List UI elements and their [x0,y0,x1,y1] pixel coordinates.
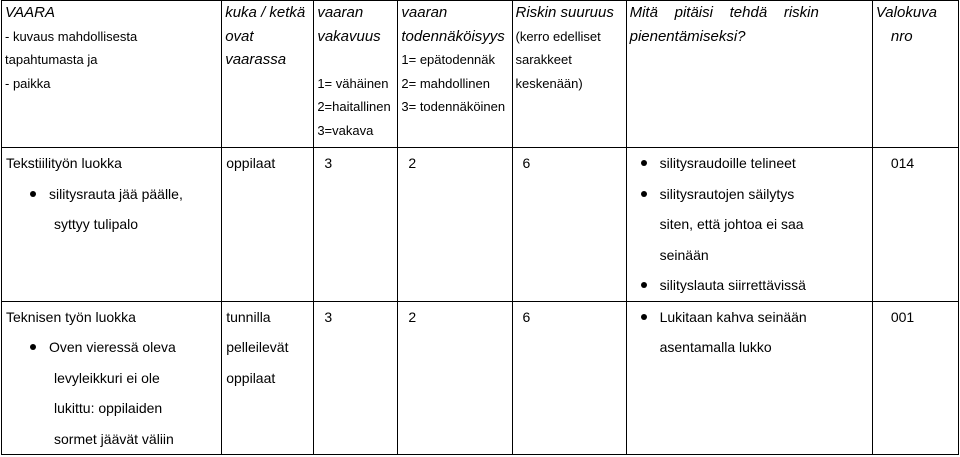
photo-number: 014 [890,155,915,171]
header-risk [512,1,626,148]
action-text: silitysraudoille telineet [659,155,796,171]
header-actions-line: pienentämiseksi? [629,27,746,45]
risk-assessment-table [1,0,959,455]
action-text: silityslauta siirrettävissä [659,277,806,293]
photo-cell [872,301,958,455]
bullet-icon [641,160,647,166]
risk-value: 6 [522,155,531,171]
risk-value: 6 [522,308,531,325]
action-line [627,302,872,333]
table-row [2,301,959,455]
risk-cell [512,148,626,302]
probability-value: 2 [408,155,417,171]
bullet-icon [30,191,36,197]
bullet-icon [641,282,647,288]
header-severity-title: vaaran [317,4,364,21]
action-line [627,148,872,179]
header-severity-line [314,48,397,72]
header-row [2,1,959,148]
action-text: silitysrautojen säilytys [659,185,795,202]
photo-number: 001 [890,308,915,325]
hazard-line [2,179,221,210]
header-severity-scale: 1= vähäinen [317,75,389,91]
probability-cell [398,301,512,455]
header-who-line: ovat [225,27,254,45]
action-line [627,179,872,210]
header-probability-title: vaaran [401,4,448,21]
risk-cell [512,301,626,455]
header-severity-line: vakavuus [317,27,381,45]
table-row [2,148,959,302]
who-cell [222,301,314,455]
severity-value: 3 [324,308,333,325]
header-photo-line: nro [890,27,913,45]
hazard-title: Teknisen työn luokka [6,308,136,325]
header-hazard-line: - kuvaus mahdollisesta [5,28,138,44]
hazard-line [2,332,221,363]
hazard-line-text: silitysrauta jää päälle, [49,185,183,202]
header-probability-scale: 2= mahdollinen [401,75,490,91]
bullet-icon [641,314,647,320]
header-risk-line: (kerro edelliset [515,28,601,44]
actions-cell [626,148,872,302]
who-line: pelleilevät [226,339,289,355]
header-risk-title: Riskin suuruus [515,4,614,21]
header-actions [626,1,872,148]
header-probability [398,1,512,148]
header-hazard-line: tapahtumasta ja [5,52,98,67]
severity-cell [314,301,398,455]
who-line: oppilaat [226,369,276,386]
who-line: oppilaat [226,155,276,171]
probability-cell [398,148,512,302]
header-who [222,1,314,148]
action-text: Lukitaan kahva seinään [659,308,807,325]
header-probability-scale: 3= todennäköinen [401,99,506,114]
header-severity-scale: 2=haitallinen [317,99,391,114]
header-photo-title: Valokuva [875,4,938,21]
action-line [627,270,872,301]
actions-cell [626,301,872,455]
action-line: asentamalla lukko [659,339,772,355]
action-line: siten, että johtoa ei saa [659,216,804,232]
header-severity [314,1,398,148]
hazard-cell [2,148,222,302]
severity-cell [314,148,398,302]
hazard-line-text: Oven vieressä oleva [49,339,176,355]
header-hazard [2,1,222,148]
header-probability-line: todennäköisyys [401,27,505,45]
header-risk-line: sarakkeet [515,52,572,67]
hazard-line: levyleikkuri ei ole [54,369,160,386]
header-risk-line: keskenään) [515,75,583,91]
header-hazard-line: - paikka [5,75,51,91]
probability-value: 2 [408,308,417,325]
hazard-line: syttyy tulipalo [54,216,139,232]
action-line: seinään [659,246,709,263]
hazard-line: lukittu: oppilaiden [54,400,163,416]
who-line: tunnilla [226,308,271,325]
bullet-icon [30,344,36,350]
header-hazard-title: VAARA [5,4,56,21]
header-who-line: vaarassa [225,51,287,68]
hazard-line: sormet jäävät väliin [54,430,174,447]
hazard-cell [2,301,222,455]
who-cell [222,148,314,302]
header-actions-title: Mitä pitäisi tehdä riskin [629,4,819,21]
severity-value: 3 [324,155,333,171]
hazard-title: Tekstiilityön luokka [6,155,122,171]
header-who-title: kuka / ketkä [225,4,306,21]
bullet-icon [641,191,647,197]
header-probability-scale: 1= epätodennäk [401,52,496,67]
header-photo [872,1,958,148]
header-severity-scale: 3=vakava [317,122,374,138]
photo-cell [872,148,958,302]
